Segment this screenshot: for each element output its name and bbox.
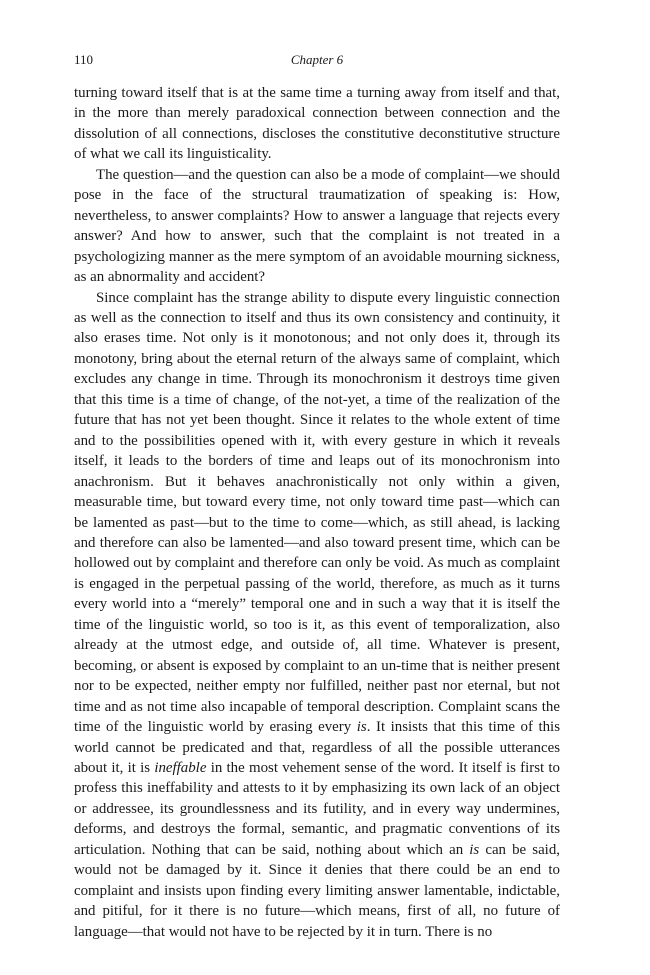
body-text bbox=[74, 83, 560, 942]
italic-term-is: is bbox=[469, 841, 480, 858]
italic-term-ineffable: ineffable bbox=[154, 759, 207, 776]
text-segment: in the most vehement sense of the word. It itself is first to profess this ineffability and attests to it by emphasizing its own lack of an object or addressee, its groundlessness and its futility, and in every way undermines, deforms, and destroys the formal, semantic, and pragmatic conventions of its articulation. Nothing that can be said, nothing about which an bbox=[74, 759, 560, 858]
paragraph-3 bbox=[74, 288, 560, 943]
page-number: 110 bbox=[74, 52, 94, 67]
text-segment: . It insists that this time of this world cannot be predicated and that, regardless of all the possible utterances about it, it is bbox=[74, 719, 560, 776]
paragraph-1 bbox=[74, 83, 560, 165]
text-segment: turning toward itself that is at the same time a turning away from itself and that, in the more than merely paradoxical connection between connection and the dissolution of all connections, discloses the constitutive deconstitutive structure of what we call its linguisticality. bbox=[74, 85, 560, 163]
text-segment: Since complaint has the strange ability to dispute every linguistic connection as well as the connection to itself and thus its own consistency and continuity, it also erases time. Not only is it monotonous; and not only does it, through its monotony, bring about the eternal return of the always same of complaint, which excludes any change in time. Through its monochronism it destroys time given that this time is a time of change, of the not-yet, a time of the realization of the future that has not yet been thought. Since it relates to the whole extent of time and to the possibilities opened with it, with every gesture in which it reveals itself, it leads to the borders of time and leaps out of its monochronism into anachronism. But it behaves anachronistically not only within a given, measurable time, but toward every time, not only toward time past—which can be lamented as past—but to the time to come—which, as still ahead, is lacking and therefore can also be lamented—and also toward present time, which can be hollowed out by complaint and therefore can only be void. As much as complaint is engaged in the perpetual passing of the world, therefore, as much as it turns every world into a “merely” temporal one and in such a way that it is itself the time of the linguistic world, so too is it, as this event of temporalization, also already at the utmost edge, and outside of, all time. Whatever is present, becoming, or absent is exposed by complaint to an un-time that is neither present nor to be expected, neither empty nor fulfilled, neither past nor eternal, but not time and as not time also incapable of temporal description. Complaint scans the time of the linguistic world by erasing every bbox=[74, 289, 560, 736]
italic-term-is: is bbox=[356, 719, 367, 736]
text-segment: can be said, would not be damaged by it. Since it denies that there could be an end to complaint and insists upon finding every limiting answer lamentable, indictable, and pitiful, for it there is no future—which means, first of all, no future of language—that would not have to be rejected by it in turn. There is no bbox=[74, 841, 560, 940]
chapter-title: Chapter 6 bbox=[290, 52, 344, 67]
text-segment: The question—and the question can also be a mode of complaint—we should pose in the face of the structural traumatization of speaking is: How, nevertheless, to answer complaints? How to answer a language that rejects every answer? And how to answer, such that the complaint is not treated in a psychologizing manner as the mere symptom of an avoidable mourning sickness, as an abnormality and accident? bbox=[74, 166, 560, 286]
running-head bbox=[74, 52, 560, 74]
paragraph-2 bbox=[74, 165, 560, 288]
